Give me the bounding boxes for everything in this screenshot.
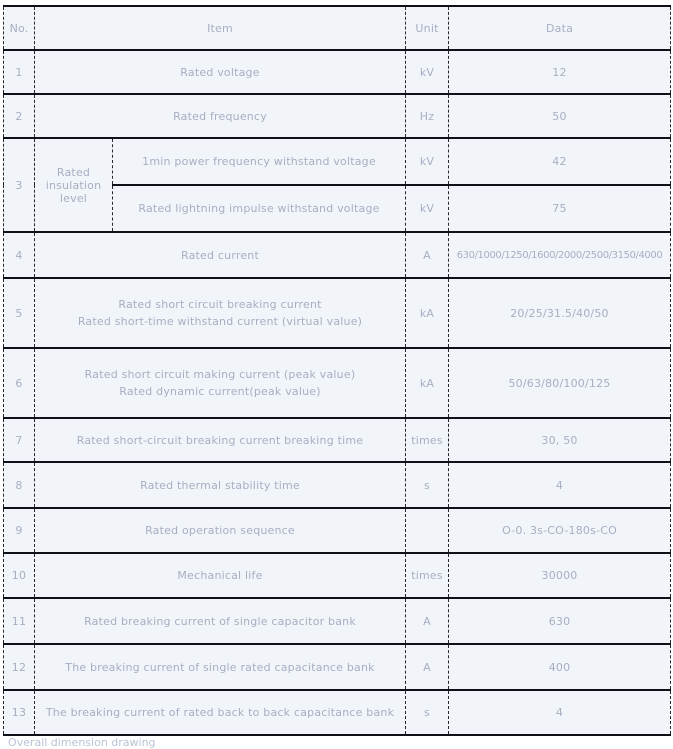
row-9-no: 9 — [4, 508, 35, 553]
row-6-unit: kA — [406, 348, 449, 418]
row-11-no: 11 — [4, 598, 35, 644]
table-row — [4, 232, 671, 278]
row-2-item: Rated frequency — [35, 94, 406, 138]
row-3b-item: Rated lightning impulse withstand voltage — [113, 185, 406, 232]
row-5-data: 20/25/31.5/40/50 — [449, 278, 671, 348]
row-10-unit: times — [406, 553, 449, 598]
row-4-data: 630/1000/1250/1600/2000/2500/3150/4000 — [449, 232, 671, 278]
row-12-data: 400 — [449, 644, 671, 690]
row-1-item: Rated voltage — [35, 50, 406, 94]
row-10-data: 30000 — [449, 553, 671, 598]
table-row — [4, 94, 671, 138]
row-5-item-line-2: Rated short-time withstand current (virtual value) — [77, 315, 363, 328]
row-4-item: Rated current — [35, 232, 406, 278]
row-5-item — [35, 278, 406, 348]
table-row — [4, 508, 671, 553]
row-3-group: Rated insulation level — [35, 138, 113, 232]
header-row — [4, 6, 671, 50]
table-row — [4, 690, 671, 735]
table-row — [4, 462, 671, 508]
table-row — [4, 50, 671, 94]
row-3a-unit: kV — [406, 138, 449, 185]
row-3-no: 3 — [4, 138, 35, 232]
table-row — [4, 598, 671, 644]
table-row — [4, 553, 671, 598]
row-8-data: 4 — [449, 462, 671, 508]
row-13-no: 13 — [4, 690, 35, 735]
row-12-item: The breaking current of single rated capacitance bank — [35, 644, 406, 690]
row-3b-unit: kV — [406, 185, 449, 232]
row-13-item: The breaking current of rated back to back capacitance bank — [35, 690, 406, 735]
table-row — [4, 348, 671, 418]
spec-table — [3, 5, 671, 736]
row-9-unit — [406, 508, 449, 553]
row-1-unit: kV — [406, 50, 449, 94]
row-5-item-line-1: Rated short circuit breaking current — [118, 298, 322, 311]
row-8-unit: s — [406, 462, 449, 508]
row-11-unit: A — [406, 598, 449, 644]
row-7-item: Rated short-circuit breaking current breaking time — [35, 418, 406, 462]
row-6-item — [35, 348, 406, 418]
header-no: No. — [4, 6, 35, 50]
row-7-unit: times — [406, 418, 449, 462]
row-6-data: 50/63/80/100/125 — [449, 348, 671, 418]
row-8-item: Rated thermal stability time — [35, 462, 406, 508]
row-9-data: O-0. 3s-CO-180s-CO — [449, 508, 671, 553]
row-3a-item: 1min power frequency withstand voltage — [113, 138, 406, 185]
row-13-unit: s — [406, 690, 449, 735]
row-12-no: 12 — [4, 644, 35, 690]
row-2-unit: Hz — [406, 94, 449, 138]
header-data: Data — [449, 6, 671, 50]
header-item: Item — [35, 6, 406, 50]
row-5-no: 5 — [4, 278, 35, 348]
row-3b-data: 75 — [449, 185, 671, 232]
row-12-unit: A — [406, 644, 449, 690]
table-row — [4, 278, 671, 348]
row-11-data: 630 — [449, 598, 671, 644]
row-4-unit: A — [406, 232, 449, 278]
row-2-no: 2 — [4, 94, 35, 138]
row-9-item: Rated operation sequence — [35, 508, 406, 553]
row-11-item: Rated breaking current of single capacitor bank — [35, 598, 406, 644]
table-row — [4, 644, 671, 690]
row-7-data: 30, 50 — [449, 418, 671, 462]
row-4-no: 4 — [4, 232, 35, 278]
row-2-data: 50 — [449, 94, 671, 138]
header-unit: Unit — [406, 6, 449, 50]
row-6-item-line-2: Rated dynamic current(peak value) — [119, 385, 321, 398]
row-13-data: 4 — [449, 690, 671, 735]
row-6-item-line-1: Rated short circuit making current (peak value) — [84, 368, 356, 381]
table-row — [4, 138, 671, 185]
row-6-no: 6 — [4, 348, 35, 418]
row-5-unit: kA — [406, 278, 449, 348]
row-10-item: Mechanical life — [35, 553, 406, 598]
row-8-no: 8 — [4, 462, 35, 508]
row-10-no: 10 — [4, 553, 35, 598]
row-7-no: 7 — [4, 418, 35, 462]
row-1-data: 12 — [449, 50, 671, 94]
table-row — [4, 418, 671, 462]
cutoff-caption: Overall dimension drawing — [8, 736, 156, 749]
row-1-no: 1 — [4, 50, 35, 94]
row-3a-data: 42 — [449, 138, 671, 185]
